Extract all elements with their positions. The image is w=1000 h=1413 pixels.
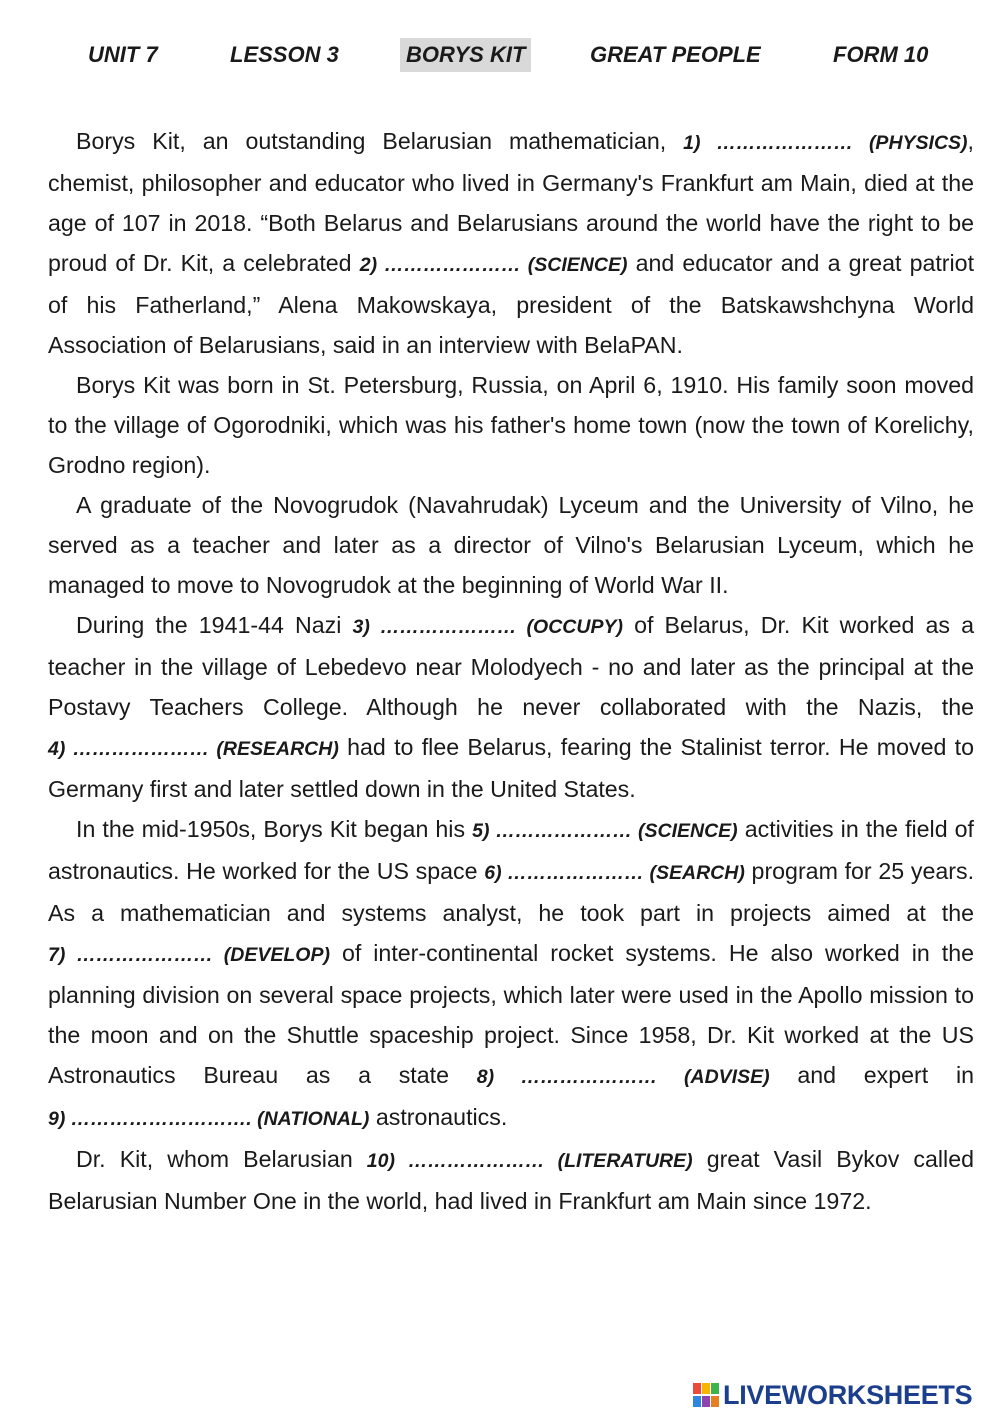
text-run: , chemist, philosopher and educator who lived in Germany's Frankfurt am Main, died at the age of 107 in 2018. “Both Belarus and Belarusians around the world have the right to be proud of Dr. Kit, a celebrated xyxy=(48,128,974,276)
liveworksheets-logo-icon xyxy=(693,1383,719,1407)
paragraph xyxy=(48,365,974,485)
gap-blank[interactable]: ………………… xyxy=(76,944,213,966)
gap-3[interactable] xyxy=(353,616,623,638)
brand-name: LIVEWORKSHEETS xyxy=(723,1380,973,1410)
gap-number: 6) xyxy=(484,862,502,884)
text-run: great Vasil Bykov called Belarusian Number One in the world, had lived in Frankfurt am Main since 1972. xyxy=(48,1146,974,1214)
gap-root-word: (DEVELOP) xyxy=(223,944,330,966)
text-run: Borys Kit, an outstanding Belarusian mathematician, xyxy=(76,128,684,154)
text-run: program for 25 years. As a mathematician and systems analyst, he took part in projects aimed at the xyxy=(48,858,975,926)
gap-number: 3) xyxy=(352,616,370,638)
gap-number: 4) xyxy=(48,738,66,760)
text-run: activities in the field of astronautics. He worked for the US space xyxy=(48,816,974,884)
text-run: and educator and a great patriot of his Fatherland,” Alena Makowskaya, president of the Batskawshchyna World Association of Belarusians, said in an interview with BelaPAN. xyxy=(48,250,975,358)
text-run: Borys Kit was born in St. Petersburg, Russia, on April 6, 1910. His family soon moved to the village of Ogorodniki, which was his father's home town (now the town of Korelichy, Grodno region). xyxy=(48,372,974,478)
gap-10[interactable] xyxy=(367,1150,693,1172)
text-run: and expert in xyxy=(769,1062,974,1088)
topic-label: GREAT PEOPLE xyxy=(590,42,761,67)
gap-number: 7) xyxy=(48,944,66,966)
gap-blank[interactable]: ………………… xyxy=(495,820,632,842)
gap-root-word: (NATIONAL) xyxy=(257,1108,370,1130)
gap-4[interactable] xyxy=(48,738,339,760)
article-body xyxy=(48,121,974,1221)
gap-2[interactable] xyxy=(360,254,628,276)
gap-root-word: (OCCUPY) xyxy=(526,616,623,638)
lesson-label: LESSON 3 xyxy=(230,42,339,67)
paragraph xyxy=(48,809,974,1139)
gap-blank[interactable]: ………………… xyxy=(520,1066,658,1088)
gap-number: 5) xyxy=(472,820,490,842)
gap-root-word: (RESEARCH) xyxy=(216,738,339,760)
text-run: A graduate of the Novogrudok (Navahrudak) Lyceum and the University of Vilno, he served as a teacher and later as a director of Vilno's Belarusian Lyceum, which he managed to move to Novogrudok at the beginning of World War II. xyxy=(48,492,974,598)
gap-6[interactable] xyxy=(484,862,745,884)
gap-root-word: (ADVISE) xyxy=(684,1066,770,1088)
gap-number: 1) xyxy=(683,132,701,154)
text-run: of inter-continental rocket systems. He also worked in the planning division on several space projects, which later were used in the Apollo mission to the moon and on the Shuttle spaceship project. Since 1958, Dr. Kit worked at the US Astronautics Bureau as a state xyxy=(48,940,975,1088)
text-run: had to flee Belarus, fearing the Stalinist terror. He moved to Germany first and later settled down in the United States. xyxy=(48,734,975,802)
gap-number: 8) xyxy=(476,1066,495,1088)
gap-7[interactable] xyxy=(48,944,330,966)
text-run: Dr. Kit, whom Belarusian xyxy=(76,1146,367,1172)
text-run: of Belarus, Dr. Kit worked as a teacher in the village of Lebedevo near Molodyech - no and later as the principal at the Postavy Teachers College. Although he never collaborated with the Nazis, the xyxy=(48,612,974,720)
paragraph xyxy=(48,1139,974,1221)
paragraph xyxy=(48,485,974,605)
gap-blank[interactable]: ………………… xyxy=(384,254,521,276)
gap-root-word: (PHYSICS) xyxy=(868,132,968,154)
gap-blank[interactable]: ………………… xyxy=(408,1150,545,1172)
gap-blank[interactable]: ………………… xyxy=(716,132,853,154)
page-title: BORYS KIT xyxy=(400,38,531,72)
gap-9[interactable] xyxy=(48,1108,369,1130)
form-label: FORM 10 xyxy=(833,42,929,67)
text-run: astronautics. xyxy=(369,1104,508,1130)
gap-blank[interactable]: ………………… xyxy=(379,616,517,638)
paragraph xyxy=(48,121,974,365)
footer-brand xyxy=(693,1379,993,1411)
paragraph xyxy=(48,605,974,809)
gap-number: 2) xyxy=(359,254,378,276)
gap-1[interactable] xyxy=(683,132,967,154)
gap-8[interactable] xyxy=(477,1066,770,1088)
gap-number: 9) xyxy=(48,1108,66,1130)
gap-5[interactable] xyxy=(472,820,738,842)
gap-root-word: (SCIENCE) xyxy=(638,820,738,842)
gap-blank[interactable]: ………………… xyxy=(507,862,644,884)
text-run: During the 1941-44 Nazi xyxy=(76,612,353,638)
gap-root-word: (SEARCH) xyxy=(649,862,745,884)
worksheet-header xyxy=(0,38,1000,72)
text-run: In the mid-1950s, Borys Kit began his xyxy=(76,816,473,842)
gap-blank[interactable]: ………………………. xyxy=(70,1108,252,1130)
unit-label: UNIT 7 xyxy=(88,42,158,67)
gap-blank[interactable]: ………………… xyxy=(72,738,210,760)
gap-root-word: (SCIENCE) xyxy=(527,254,628,276)
gap-root-word: (LITERATURE) xyxy=(557,1150,693,1172)
gap-number: 10) xyxy=(366,1150,395,1172)
